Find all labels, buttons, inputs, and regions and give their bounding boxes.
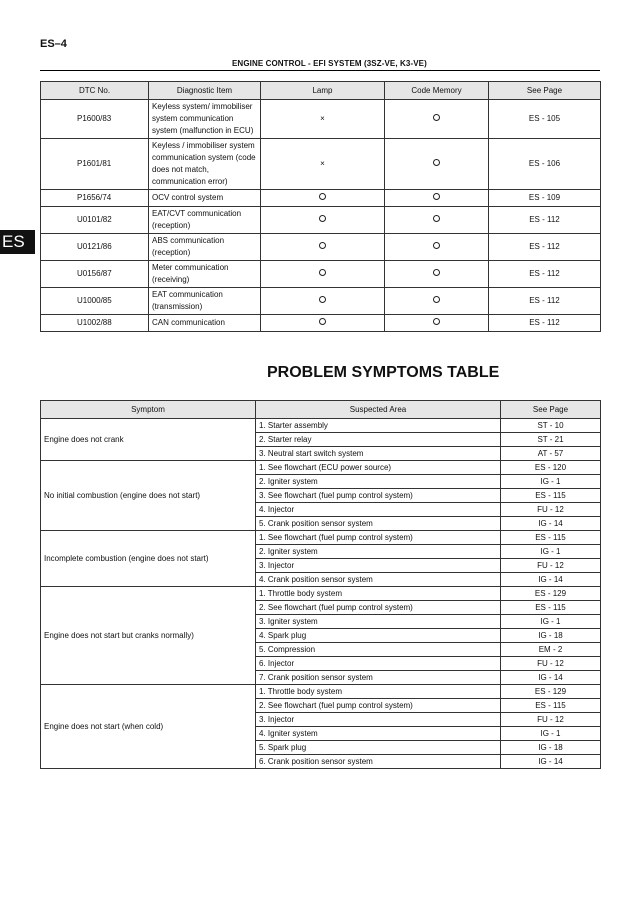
code-memory-cell (385, 190, 489, 207)
col-diagnostic-item: Diagnostic Item (149, 82, 261, 100)
see-page: ES - 112 (489, 315, 601, 332)
suspected-area: 6. Injector (256, 657, 501, 671)
dtc-row (41, 288, 601, 315)
diagnostic-item: Keyless / immobiliser system communication system (code does not match, communication error) (149, 139, 261, 190)
cross-mark-icon: × (320, 114, 325, 123)
code-memory-cell (385, 100, 489, 139)
code-memory-cell (385, 207, 489, 234)
dtc-code: U1000/85 (41, 288, 149, 315)
dtc-row (41, 261, 601, 288)
dtc-row (41, 100, 601, 139)
diagnostic-item: ABS communication (reception) (149, 234, 261, 261)
circle-mark-icon (433, 318, 440, 325)
see-page: ST - 21 (501, 433, 601, 447)
see-page: IG - 14 (501, 573, 601, 587)
diagnostic-item: EAT/CVT communication (reception) (149, 207, 261, 234)
see-page: ES - 106 (489, 139, 601, 190)
code-memory-cell (385, 234, 489, 261)
code-memory-cell (385, 139, 489, 190)
see-page: ES - 129 (501, 685, 601, 699)
symptom-row (41, 685, 601, 699)
suspected-area: 4. Igniter system (256, 727, 501, 741)
lamp-cell (261, 288, 385, 315)
dtc-row (41, 207, 601, 234)
suspected-area: 2. See flowchart (fuel pump control system) (256, 601, 501, 615)
see-page: IG - 18 (501, 629, 601, 643)
dtc-row (41, 190, 601, 207)
diagnostic-item: EAT communication (transmission) (149, 288, 261, 315)
circle-mark-icon (433, 193, 440, 200)
see-page: EM - 2 (501, 643, 601, 657)
see-page: IG - 18 (501, 741, 601, 755)
dtc-code: U0121/86 (41, 234, 149, 261)
circle-mark-icon (319, 215, 326, 222)
see-page: ES - 105 (489, 100, 601, 139)
suspected-area: 5. Spark plug (256, 741, 501, 755)
symptom-row (41, 419, 601, 433)
circle-mark-icon (433, 159, 440, 166)
diagnostic-item: Keyless system/ immobiliser system communication system (malfunction in ECU) (149, 100, 261, 139)
symptom-cell: Incomplete combustion (engine does not start) (41, 531, 256, 587)
see-page: IG - 1 (501, 727, 601, 741)
diagnostic-item: OCV control system (149, 190, 261, 207)
see-page: ES - 109 (489, 190, 601, 207)
col-lamp: Lamp (261, 82, 385, 100)
dtc-code: U0156/87 (41, 261, 149, 288)
suspected-area: 1. Throttle body system (256, 587, 501, 601)
circle-mark-icon (319, 193, 326, 200)
symptom-cell: Engine does not crank (41, 419, 256, 461)
dtc-code: U1002/88 (41, 315, 149, 332)
circle-mark-icon (319, 269, 326, 276)
see-page: ES - 115 (501, 531, 601, 545)
see-page: ES - 129 (501, 587, 601, 601)
symptoms-table (40, 400, 601, 769)
circle-mark-icon (433, 114, 440, 121)
section-title: ENGINE CONTROL - EFI SYSTEM (3SZ-VE, K3-VE) (232, 59, 427, 68)
col-dtc-no: DTC No. (41, 82, 149, 100)
suspected-area: 2. See flowchart (fuel pump control system) (256, 699, 501, 713)
see-page: IG - 14 (501, 755, 601, 769)
suspected-area: 4. Crank position sensor system (256, 573, 501, 587)
see-page: ES - 115 (501, 489, 601, 503)
see-page: FU - 12 (501, 713, 601, 727)
page-number: ES–4 (40, 38, 67, 50)
col-suspected-area: Suspected Area (256, 401, 501, 419)
suspected-area: 1. See flowchart (ECU power source) (256, 461, 501, 475)
see-page: ES - 112 (489, 288, 601, 315)
lamp-cell (261, 234, 385, 261)
dtc-code: P1601/81 (41, 139, 149, 190)
see-page: ES - 112 (489, 207, 601, 234)
symptoms-header-row (41, 401, 601, 419)
symptom-row (41, 531, 601, 545)
lamp-cell (261, 261, 385, 288)
header-rule (40, 70, 600, 71)
lamp-cell (261, 207, 385, 234)
see-page: ES - 115 (501, 699, 601, 713)
suspected-area: 7. Crank position sensor system (256, 671, 501, 685)
lamp-cell (261, 100, 385, 139)
dtc-row (41, 315, 601, 332)
suspected-area: 2. Igniter system (256, 475, 501, 489)
section-tab: ES (0, 230, 35, 254)
suspected-area: 2. Igniter system (256, 545, 501, 559)
lamp-cell (261, 190, 385, 207)
symptom-row (41, 587, 601, 601)
see-page: IG - 1 (501, 615, 601, 629)
dtc-header-row (41, 82, 601, 100)
col-symptom: Symptom (41, 401, 256, 419)
suspected-area: 3. Igniter system (256, 615, 501, 629)
circle-mark-icon (433, 296, 440, 303)
col-see-page: See Page (489, 82, 601, 100)
see-page: ES - 115 (501, 601, 601, 615)
see-page: IG - 14 (501, 517, 601, 531)
dtc-code: P1600/83 (41, 100, 149, 139)
symptom-row (41, 461, 601, 475)
circle-mark-icon (433, 215, 440, 222)
code-memory-cell (385, 315, 489, 332)
see-page: ES - 112 (489, 261, 601, 288)
code-memory-cell (385, 288, 489, 315)
symptoms-title: PROBLEM SYMPTOMS TABLE (267, 364, 500, 381)
suspected-area: 6. Crank position sensor system (256, 755, 501, 769)
suspected-area: 1. Throttle body system (256, 685, 501, 699)
see-page: FU - 12 (501, 503, 601, 517)
symptom-cell: Engine does not start but cranks normally) (41, 587, 256, 685)
dtc-row (41, 139, 601, 190)
see-page: FU - 12 (501, 657, 601, 671)
circle-mark-icon (319, 242, 326, 249)
suspected-area: 3. See flowchart (fuel pump control system) (256, 489, 501, 503)
see-page: ES - 120 (501, 461, 601, 475)
see-page: IG - 1 (501, 475, 601, 489)
suspected-area: 2. Starter relay (256, 433, 501, 447)
circle-mark-icon (433, 269, 440, 276)
suspected-area: 3. Neutral start switch system (256, 447, 501, 461)
dtc-code: P1656/74 (41, 190, 149, 207)
lamp-cell (261, 315, 385, 332)
suspected-area: 1. See flowchart (fuel pump control system) (256, 531, 501, 545)
col-see-page: See Page (501, 401, 601, 419)
suspected-area: 4. Injector (256, 503, 501, 517)
code-memory-cell (385, 261, 489, 288)
see-page: IG - 14 (501, 671, 601, 685)
dtc-row (41, 234, 601, 261)
see-page: FU - 12 (501, 559, 601, 573)
lamp-cell (261, 139, 385, 190)
cross-mark-icon: × (320, 159, 325, 168)
dtc-table (40, 81, 601, 332)
circle-mark-icon (319, 318, 326, 325)
suspected-area: 5. Crank position sensor system (256, 517, 501, 531)
suspected-area: 3. Injector (256, 713, 501, 727)
col-code-memory: Code Memory (385, 82, 489, 100)
suspected-area: 4. Spark plug (256, 629, 501, 643)
diagnostic-item: CAN communication (149, 315, 261, 332)
circle-mark-icon (433, 242, 440, 249)
suspected-area: 3. Injector (256, 559, 501, 573)
symptom-cell: No initial combustion (engine does not start) (41, 461, 256, 531)
suspected-area: 1. Starter assembly (256, 419, 501, 433)
suspected-area: 5. Compression (256, 643, 501, 657)
dtc-code: U0101/82 (41, 207, 149, 234)
see-page: ST - 10 (501, 419, 601, 433)
circle-mark-icon (319, 296, 326, 303)
diagnostic-item: Meter communication (receiving) (149, 261, 261, 288)
see-page: IG - 1 (501, 545, 601, 559)
symptom-cell: Engine does not start (when cold) (41, 685, 256, 769)
see-page: AT - 57 (501, 447, 601, 461)
see-page: ES - 112 (489, 234, 601, 261)
